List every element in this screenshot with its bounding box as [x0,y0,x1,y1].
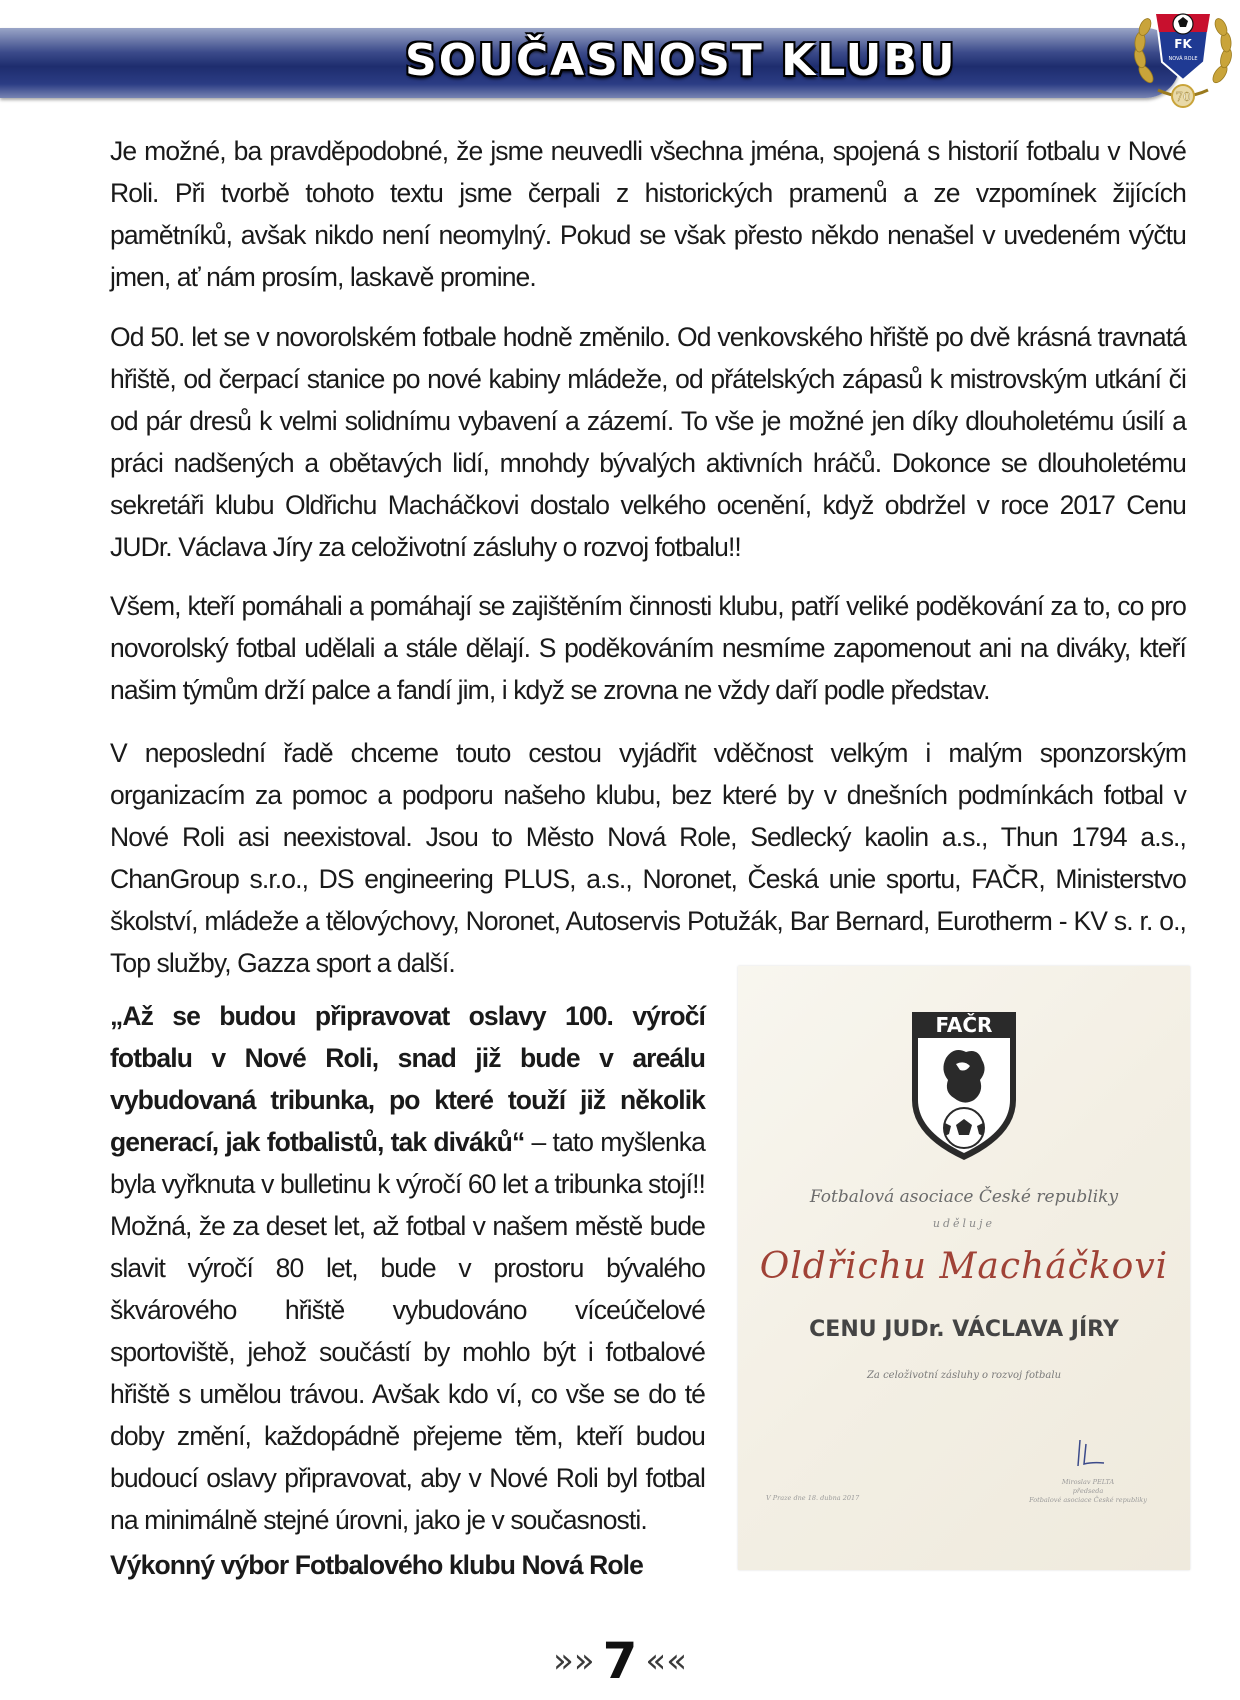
facr-logo-text: FAČR [935,1013,993,1037]
page-number-footer [0,1632,1240,1690]
club-crest-logo [1128,2,1238,114]
certificate-organization: Fotbalová asociace České republiky [809,1187,1119,1207]
page-title: SOUČASNOST KLUBU [405,35,957,86]
certificate-image [738,966,1190,1570]
paragraph-sponsors: V neposlední řadě chceme touto cestou vyjádřit vděčnost velkým i malým sponzorským organizacím za pomoc a podporu našeho klubu, bez které by v dnešních podmínkách fotbal v Nové Roli asi neexistoval. Jsou to Město Nová Role, Sedlecký kaolin a.s., Thun 1794 a.s., ChanGroup s.r.o., DS engineering PLUS, a.s., Noronet, Česká unie sportu, FAČR, Ministerstvo školství, mládeže a tělovýchovy, Noronet, Autoservis Potužák, Bar Bernard, Eurotherm - KV s. r. o., Top služby, Gazza sport a další. [110,738,1186,978]
page-number: 7 [602,1632,638,1690]
signature: Výkonný výbor Fotbalového klubu Nová Role [110,1550,643,1580]
certificate-date: V Praze dne 18. dubna 2017 [766,1494,860,1502]
quote-bold: „Až se budou připravovat oslavy 100. výročí fotbalu v Nové Roli, snad již bude v areálu vybudovaná tribunka, po které touží již několik generací, jak fotbalistů, tak diváků“ [110,1001,705,1157]
certificate-award-title: CENU JUDr. VÁCLAVA JÍRY [809,1317,1119,1342]
crest-label: FK [1174,37,1192,51]
facr-logo [904,1008,1024,1164]
arrows-left: »» [552,1641,595,1681]
certificate-signer-name: Miroslav PELTA [1061,1478,1115,1486]
paragraph-thanks: Všem, kteří pomáhali a pomáhají se zajištěním činnosti klubu, patří veliké poděkování za to, co pro novorolský fotbal udělali a stále dělají. S poděkováním nesmíme zapomenout ani na diváky, kteří našim týmům drží palce a fandí jim, i když se zrovna ne vždy daří podle představ. [110,591,1186,705]
crest-sublabel: NOVÁ ROLE [1168,56,1198,62]
crest-years: 70 [1175,90,1191,104]
certificate-recipient: Oldřichu Macháčkovi [759,1246,1169,1287]
certificate-reason: Za celoživotní zásluhy o rozvoj fotbalu [866,1370,1062,1381]
quote-rest: – tato myšlenka byla vyřknuta v bulletinu k výročí 60 let a tribunka stojí!! Možná, že za deset let, až fotbal v našem městě bude slavit výročí 80 let, bude v prostoru bývalého škvárového hřiště vybudováno víceúčelové sportoviště, jehož součástí by mohlo být i fotbalové hřiště s umělou trávou. Avšak kdo ví, co vše se do té doby změní, každopádně přejeme těm, kteří budou budoucí oslavy připravovat, aby v Nové Roli byl fotbal na minimálně stejné úrovni, jako je v současnosti. [110,1127,705,1535]
certificate-signer [1018,1478,1158,1505]
paragraph-intro: Je možné, ba pravděpodobné, že jsme neuvedli všechna jména, spojená s historií fotbalu v Nové Roli. Při tvorbě tohoto textu jsme čerpali z historických pramenů a ze vzpomínek žijících pamětníků, avšak nikdo není neomylný. Pokud se však přesto někdo nenašel v uvedeném výčtu jmen, ať nám prosím, laskavě promine. [110,136,1186,292]
certificate-awards-label: uděluje [932,1217,996,1230]
certificate-signer-org: Fotbalové asociace České republiky [1029,1496,1147,1504]
quote-paragraph [110,995,705,1541]
arrows-right: «« [645,1641,687,1681]
certificate-signer-role: předseda [1072,1487,1104,1495]
paragraph-history: Od 50. let se v novorolském fotbale hodně změnilo. Od venkovského hřiště po dvě krásná travnatá hřiště, od čerpací stanice po nové kabiny mládeže, od přátelských zápasů k mistrovským utkání či od pár dresů k velmi solidnímu vybavení a zázemí. To vše je možné jen díky dlouholetému úsilí a práci nadšených a obětavých lidí, mnohdy bývalých aktivních hráčů. Dokonce se dlouholetému sekretáři klubu Oldřichu Macháčkovi dostalo velkého ocenění, když obdržel v roce 2017 Cenu JUDr. Václava Jíry za celoživotní zásluhy o rozvoj fotbalu!! [110,322,1186,562]
signature-scribble [1070,1436,1110,1470]
